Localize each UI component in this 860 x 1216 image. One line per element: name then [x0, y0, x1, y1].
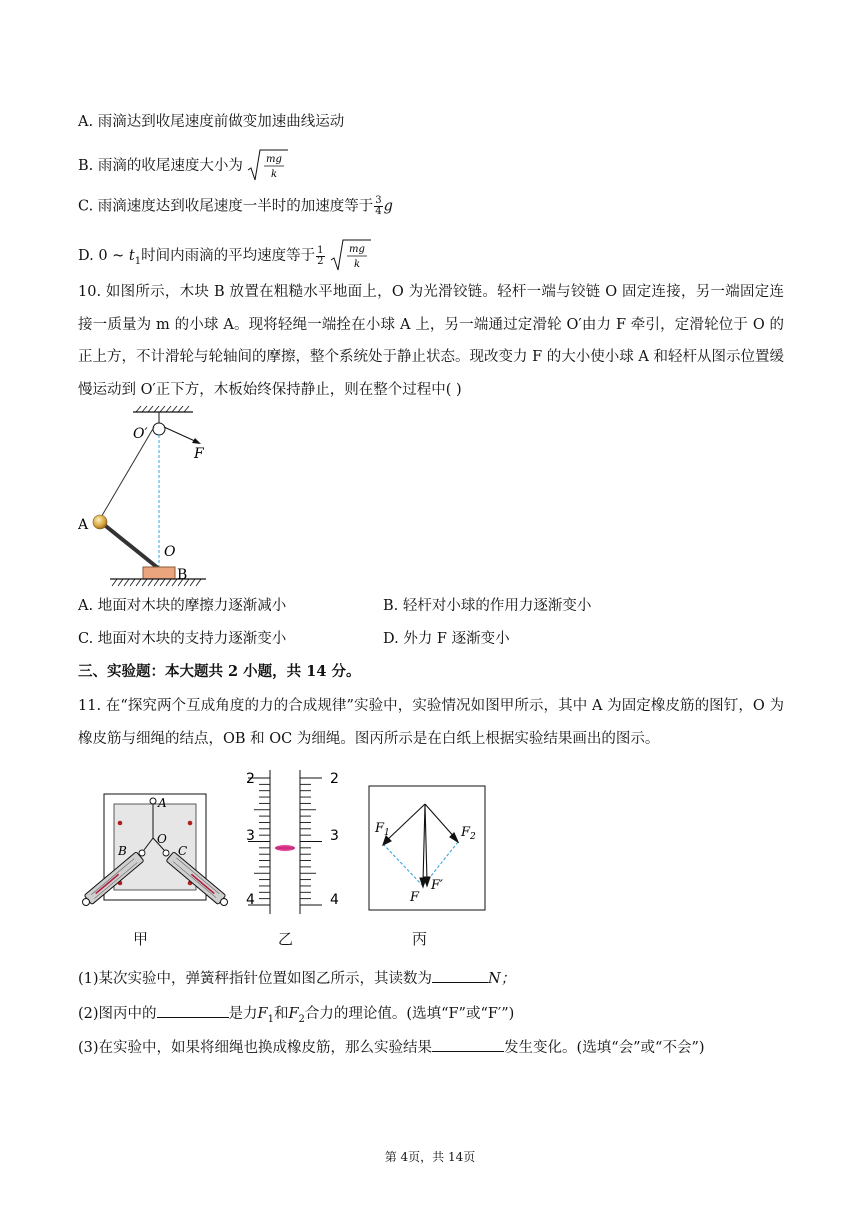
label-b: B	[177, 567, 188, 583]
fraction-3-4: $\frac{3}{4}$	[375, 195, 382, 217]
fraction-1-2: $\frac{1}{2}$	[317, 244, 324, 267]
figure-bing	[365, 784, 489, 912]
math-f1-sub: 1	[267, 1013, 274, 1025]
q11-sub2-mid: 是力	[228, 1006, 258, 1022]
math-g: g	[383, 198, 393, 215]
jia-label-a: A	[158, 796, 167, 810]
figure-jia	[78, 775, 228, 915]
ruler-label-4-right: 4	[330, 892, 339, 908]
q10-text: 10. 如图所示，木块 B 放置在粗糙水平地面上，O 为光滑铰链。轻杆一端与铰链 O 固定连接，另一端固定连接一质量为 m 的小球 A。现将轻绳一端拴在小球 A 上，另一端通过定滑轮 O′由力 F 牵引，定滑轮位于 O 的正上方，不计滑轮与轮轴间的摩擦，整个系统处于静止状态。现改变力 F 的大小使小球 A 和轻杆从图示位置缓慢运动到 O′正下方，木板始终保持静止，则在整个过程中( )	[78, 284, 784, 398]
ruler-label-3-left: 3	[246, 828, 255, 844]
math-f2-sub: 2	[298, 1013, 305, 1025]
page-footer: 第 4页，共 14页	[384, 1150, 476, 1164]
ruler-label-3-right: 3	[330, 828, 339, 844]
math-t1: t	[128, 248, 135, 264]
math-t1-sub: 1	[134, 255, 142, 267]
jia-label-o: O	[157, 832, 167, 846]
q9-option-c	[78, 196, 393, 217]
answer-blank-3[interactable]	[432, 1037, 504, 1052]
q10-option-d: D. 外力 F 逐渐变小	[383, 631, 510, 647]
caption-jia: 甲	[133, 930, 149, 948]
q10-option-b: B. 轻杆对小球的作用力逐渐变小	[383, 598, 592, 614]
q11-sub2-suffix: 合力的理论值。(选填“F”或“F′”)	[304, 1006, 515, 1022]
sqrt-mg-over-k	[247, 148, 289, 184]
q9-option-b-text: B. 雨滴的收尾速度大小为	[78, 158, 243, 174]
ruler-label-2-right: 2	[330, 771, 339, 787]
q9-option-d	[78, 238, 372, 274]
q11-sub1	[78, 968, 515, 989]
bing-label-f: F	[410, 890, 420, 905]
q11-sub3-prefix: (3)在实验中，如果将细绳也换成橡皮筋，那么实验结果	[78, 1040, 433, 1056]
label-a: A	[78, 517, 89, 533]
q9-option-a: A. 雨滴达到收尾速度前做变加速曲线运动	[78, 114, 345, 130]
pin-a	[150, 798, 156, 804]
label-f: F	[194, 446, 204, 462]
q11-sub1-text: (1)某次实验中，弹簧秤指针位置如图乙所示，其读数为	[78, 971, 433, 987]
math-f2: F	[288, 1006, 299, 1022]
pulley-o-prime	[153, 423, 165, 435]
ruler-label-4-left: 4	[246, 892, 255, 908]
q9-option-c-text: C. 雨滴速度达到收尾速度一半时的加速度等于	[78, 198, 374, 215]
q11-sub2-and: 和	[273, 1006, 289, 1022]
jia-label-b: B	[118, 844, 127, 858]
answer-blank-1[interactable]	[432, 968, 488, 983]
q11-sub2-prefix: (2)图丙中的	[78, 1006, 157, 1022]
q11-sub2	[78, 1003, 514, 1030]
section-3-heading: 三、实验题：本大题共 2 小题，共 14 分。	[78, 663, 361, 680]
sqrt-mg-over-k-2	[330, 238, 372, 274]
q11-sub3-suffix: 发生变化。(选填“会”或“不会”)	[504, 1040, 705, 1056]
caption-yi: 乙	[278, 930, 294, 948]
q10-option-c: C. 地面对木块的支持力逐渐变小	[78, 631, 287, 647]
bing-label-f-prime: F′	[431, 878, 443, 893]
caption-bing: 丙	[412, 930, 428, 948]
ruler-label-2-left: 2	[246, 771, 255, 787]
jia-label-c: C	[178, 844, 188, 858]
math-k: k	[271, 169, 278, 180]
math-k-2: k	[354, 259, 361, 270]
q9-option-d-prefix: D. 0 ~	[78, 248, 129, 264]
q10-option-a: A. 地面对木块的摩擦力逐渐减小	[78, 598, 287, 614]
q11-sub3	[78, 1037, 705, 1058]
block-b	[143, 567, 175, 579]
label-o: O	[164, 544, 176, 560]
bing-label-f2: $F_2$	[461, 825, 476, 842]
answer-blank-2[interactable]	[157, 1003, 229, 1018]
q9-option-d-suffix: 时间内雨滴的平均速度等于	[141, 248, 316, 264]
ball-a	[93, 515, 107, 529]
q10-figure	[78, 405, 218, 590]
label-o-prime: O′	[133, 426, 148, 442]
q11-sub1-unit: N；	[488, 971, 516, 987]
figure-yi-ruler	[236, 766, 348, 918]
q11-text: 11. 在“探究两个互成角度的力的合成规律”实验中，实验情况如图甲所示，其中 A 为固定橡皮筋的图钉，O 为橡皮筋与细绳的结点，OB 和 OC 为细绳。图丙所示是在白纸上根据实验结果画出的图示。	[78, 698, 784, 747]
math-mg-2: mg	[349, 244, 366, 255]
q9-option-b	[78, 148, 289, 184]
bing-label-f1: $F_1$	[375, 821, 390, 838]
math-f1: F	[257, 1006, 268, 1022]
math-mg: mg	[266, 154, 283, 165]
